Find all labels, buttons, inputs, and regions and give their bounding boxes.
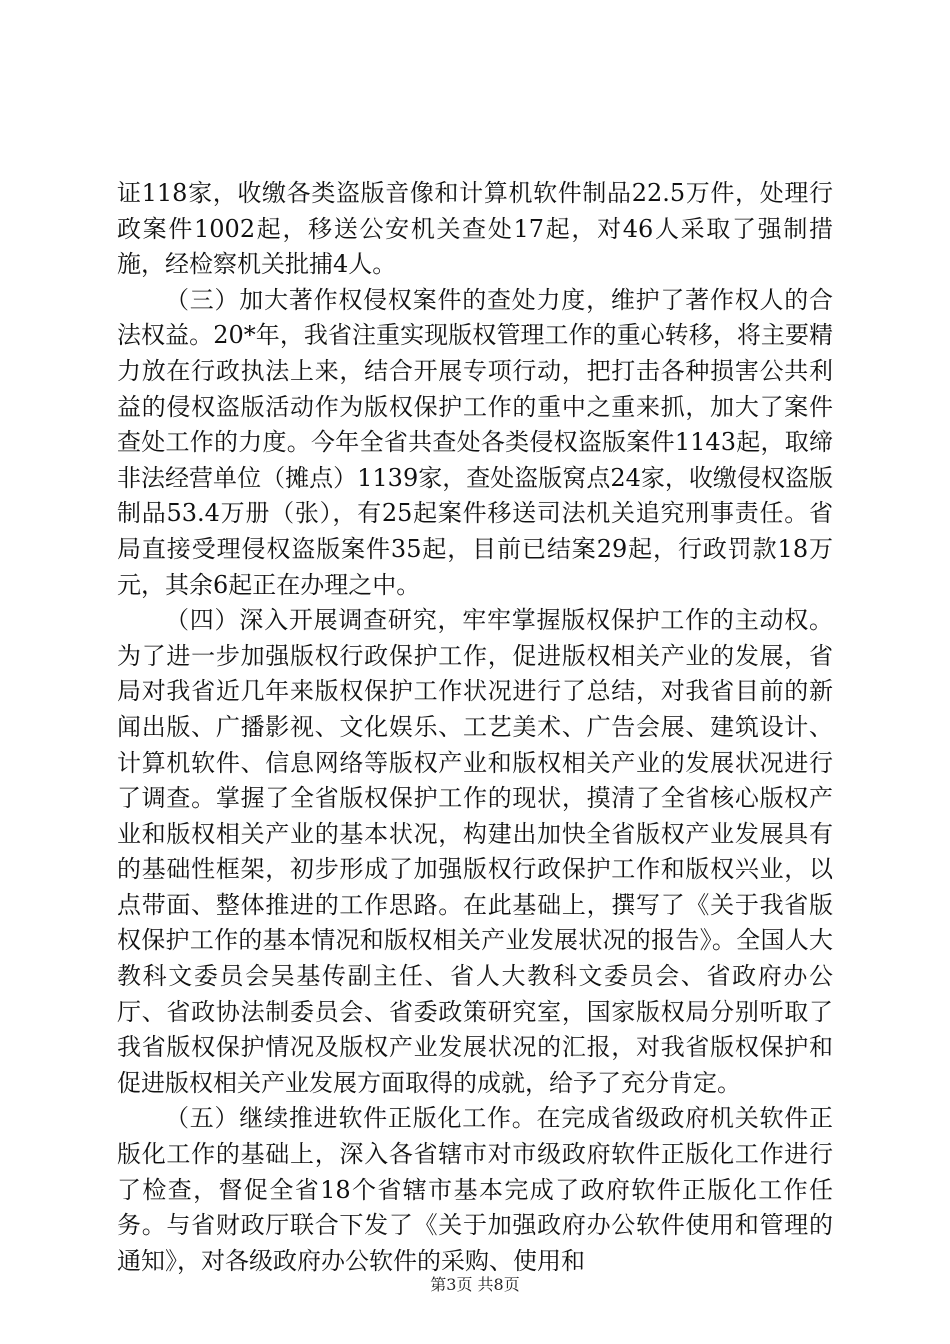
document-body — [117, 176, 833, 1279]
page-footer: 第3页 共8页 — [430, 1275, 520, 1294]
paragraph-section-5: （五）继续推进软件正版化工作。在完成省级政府机关软件正版化工作的基础上，深入各省辖市对市级政府软件正版化工作进行了检查，督促全省18个省辖市基本完成了政府软件正版化工作任务。与省财政厅联合下发了《关于加强政府办公软件使用和管理的通知》，对各级政府办公软件的采购、使用和 — [117, 1104, 833, 1275]
paragraph-section-4: （四）深入开展调查研究，牢牢掌握版权保护工作的主动权。为了进一步加强版权行政保护工作，促进版权相关产业的发展，省局对我省近几年来版权保护工作状况进行了总结，对我省目前的新闻出版、广播影视、文化娱乐、工艺美术、广告会展、建筑设计、计算机软件、信息网络等版权产业和版权相关产业的发展状况进行了调查。掌握了全省版权保护工作的现状，摸清了全省核心版权产业和版权相关产业的基本状况，构建出加快全省版权产业发展具有的基础性框架，初步形成了加强版权行政保护工作和版权兴业，以点带面、整体推进的工作思路。在此基础上，撰写了《关于我省版权保护工作的基本情况和版权相关产业发展状况的报告》。全国人大教科文委员会吴基传副主任、省人大教科文委员会、省政府办公厅、省政协法制委员会、省委政策研究室，国家版权局分别听取了我省版权保护情况及版权产业发展状况的汇报，对我省版权保护和促进版权相关产业发展方面取得的成就，给予了充分肯定。 — [117, 606, 833, 1097]
paragraph-section-3: （三）加大著作权侵权案件的查处力度，维护了著作权人的合法权益。20*年，我省注重实现版权管理工作的重心转移，将主要精力放在行政执法上来，结合开展专项行动，把打击各种损害公共利益的侵权盗版活动作为版权保护工作的重中之重来抓，加大了案件查处工作的力度。今年全省共查处各类侵权盗版案件1143起，取缔非法经营单位（摊点）1139家，查处盗版窝点24家，收缴侵权盗版制品53.4万册（张），有25起案件移送司法机关追究刑事责任。省局直接受理侵权盗版案件35起，目前已结案29起，行政罚款18万元，其余6起正在办理之中。 — [117, 285, 833, 599]
paragraph-continuation: 证118家，收缴各类盗版音像和计算机软件制品22.5万件，处理行政案件1002起，移送公安机关查处17起，对46人采取了强制措施，经检察机关批捕4人。 — [117, 179, 833, 279]
